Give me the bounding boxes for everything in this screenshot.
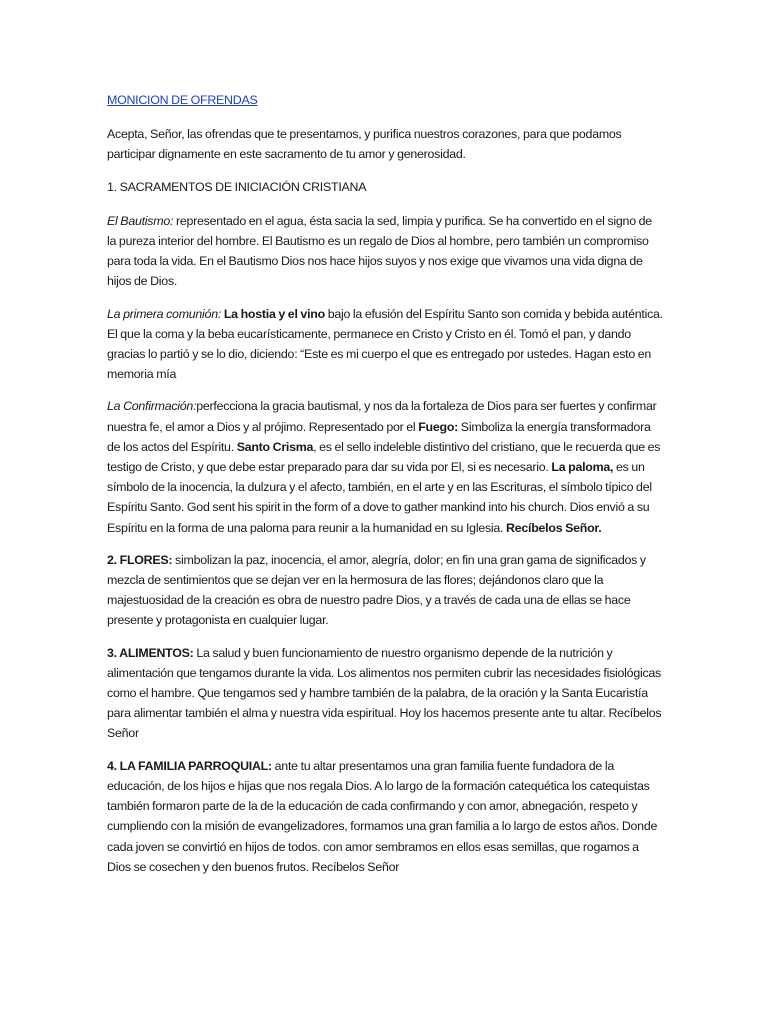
confirmacion-bold-4: Recíbelos Señor. xyxy=(506,520,602,535)
confirmacion-text-2: Simboliza la energía transformadora de los actos del Espíritu. xyxy=(107,419,651,454)
confirmacion-text-4: es un símbolo de la inocencia, la dulzura y el afecto, también, en el arte y en las Escrituras, el símbolo típico del Espíritu Santo. God sent his spirit in the form of a dove to gather mankind into his church. Dios envió a su Espíritu en la forma de una paloma para reunir a la humanidad en su Iglesia. xyxy=(107,460,652,535)
comunion-text: bajo la efusión del Espíritu Santo son comida y bebida auténtica. El que la coma y la beba eucarísticamente, permanece en Cristo y Cristo en él. Tomó el pan, y dando gracias lo partió y se lo dio, diciendo: “Este es mi cuerpo el que es entregado por ustedes. Hagan esto en memoria mía xyxy=(107,306,663,382)
confirmacion-paragraph xyxy=(107,396,663,537)
intro-paragraph: Acepta, Señor, las ofrendas que te presentamos, y purifica nuestros corazones, para que podamos participar dignamente en este sacramento de tu amor y generosidad. xyxy=(107,127,622,162)
comunion-bold: La hostia y el vino xyxy=(221,306,325,321)
alimentos-paragraph xyxy=(107,643,663,744)
comunion-paragraph xyxy=(107,304,663,385)
familia-text: ante tu altar presentamos una gran familia fuente fundadora de la educación, de los hijos e hijas que nos regala Dios. A lo largo de la formación catequética los catequistas también formaron parte de la de la educación de cada confirmando y con amor, abnegación, respeto y cumpliendo con la misión de evangelizadores, formamos una gran familia a lo largo de estos años. Donde cada joven se convirtió en hijos de todos. con amor sembramos en ellos esas semillas, que rogamos a Dios se cosechen y den buenos frutos. Recíbelos Señor xyxy=(107,758,658,874)
familia-label: 4. LA FAMILIA PARROQUIAL: xyxy=(107,758,272,773)
confirmacion-text-3: , es el sello indeleble distintivo del cristiano, que le recuerda que es testigo de Cristo, y que debe estar preparado para dar su vida por El, si es necesario. xyxy=(107,439,661,475)
comunion-label: La primera comunión: xyxy=(107,306,222,321)
confirmacion-text-1: perfecciona la gracia bautismal, y nos da la fortaleza de Dios para ser fuertes y confirmar nuestra fe, el amor a Dios y al prójimo. Representado por el xyxy=(107,399,657,434)
document-title: MONICION DE OFRENDAS xyxy=(107,93,258,107)
bautismo-text: representado en el agua, ésta sacia la sed, limpia y purifica. Se ha convertido en el signo de la pureza interior del hombre. El Bautismo es un regalo de Dios al hombre, pero también un compromiso para toda la vida. En el Bautismo Dios nos hace hijos suyos y nos exige que vivamos una vida digna de hijos de Dios. xyxy=(107,213,652,289)
alimentos-text: La salud y buen funcionamiento de nuestro organismo depende de la nutrición y alimentación que tengamos durante la vida. Los alimentos nos permiten cubrir las necesidades fisiológicas como el hambre. Que tengamos sed y hambre también de la palabra, de la oración y la Santa Eucaristía para alimentar también el alma y nuestra vida espiritual. Hoy los hacemos presente ante tu altar. Recíbelos Señor xyxy=(107,645,662,741)
confirmacion-bold-2: Santo Crisma xyxy=(236,439,314,454)
bautismo-paragraph xyxy=(107,211,663,292)
confirmacion-bold-1: Fuego: xyxy=(418,419,459,434)
flores-paragraph xyxy=(107,550,663,631)
document-page xyxy=(107,90,663,889)
familia-paragraph xyxy=(107,756,663,877)
section-1-heading: 1. SACRAMENTOS DE INICIACIÓN CRISTIANA xyxy=(107,179,367,194)
confirmacion-bold-3: La paloma, xyxy=(551,460,614,475)
bautismo-label: El Bautismo: xyxy=(107,213,174,228)
alimentos-label: 3. ALIMENTOS: xyxy=(107,645,194,660)
flores-label: 2. FLORES: xyxy=(107,552,173,567)
flores-text: simbolizan la paz, inocencia, el amor, alegría, dolor; en fin una gran gama de significados y mezcla de sentimientos que se dejan ver en la hermosura de las flores; dejándonos claro que la majestuosidad de la creación es obra de nuestro padre Dios, y a través de cada una de ellas se hace presente y protagonista en cualquier lugar. xyxy=(107,552,646,628)
confirmacion-label: La Confirmación: xyxy=(107,399,197,414)
